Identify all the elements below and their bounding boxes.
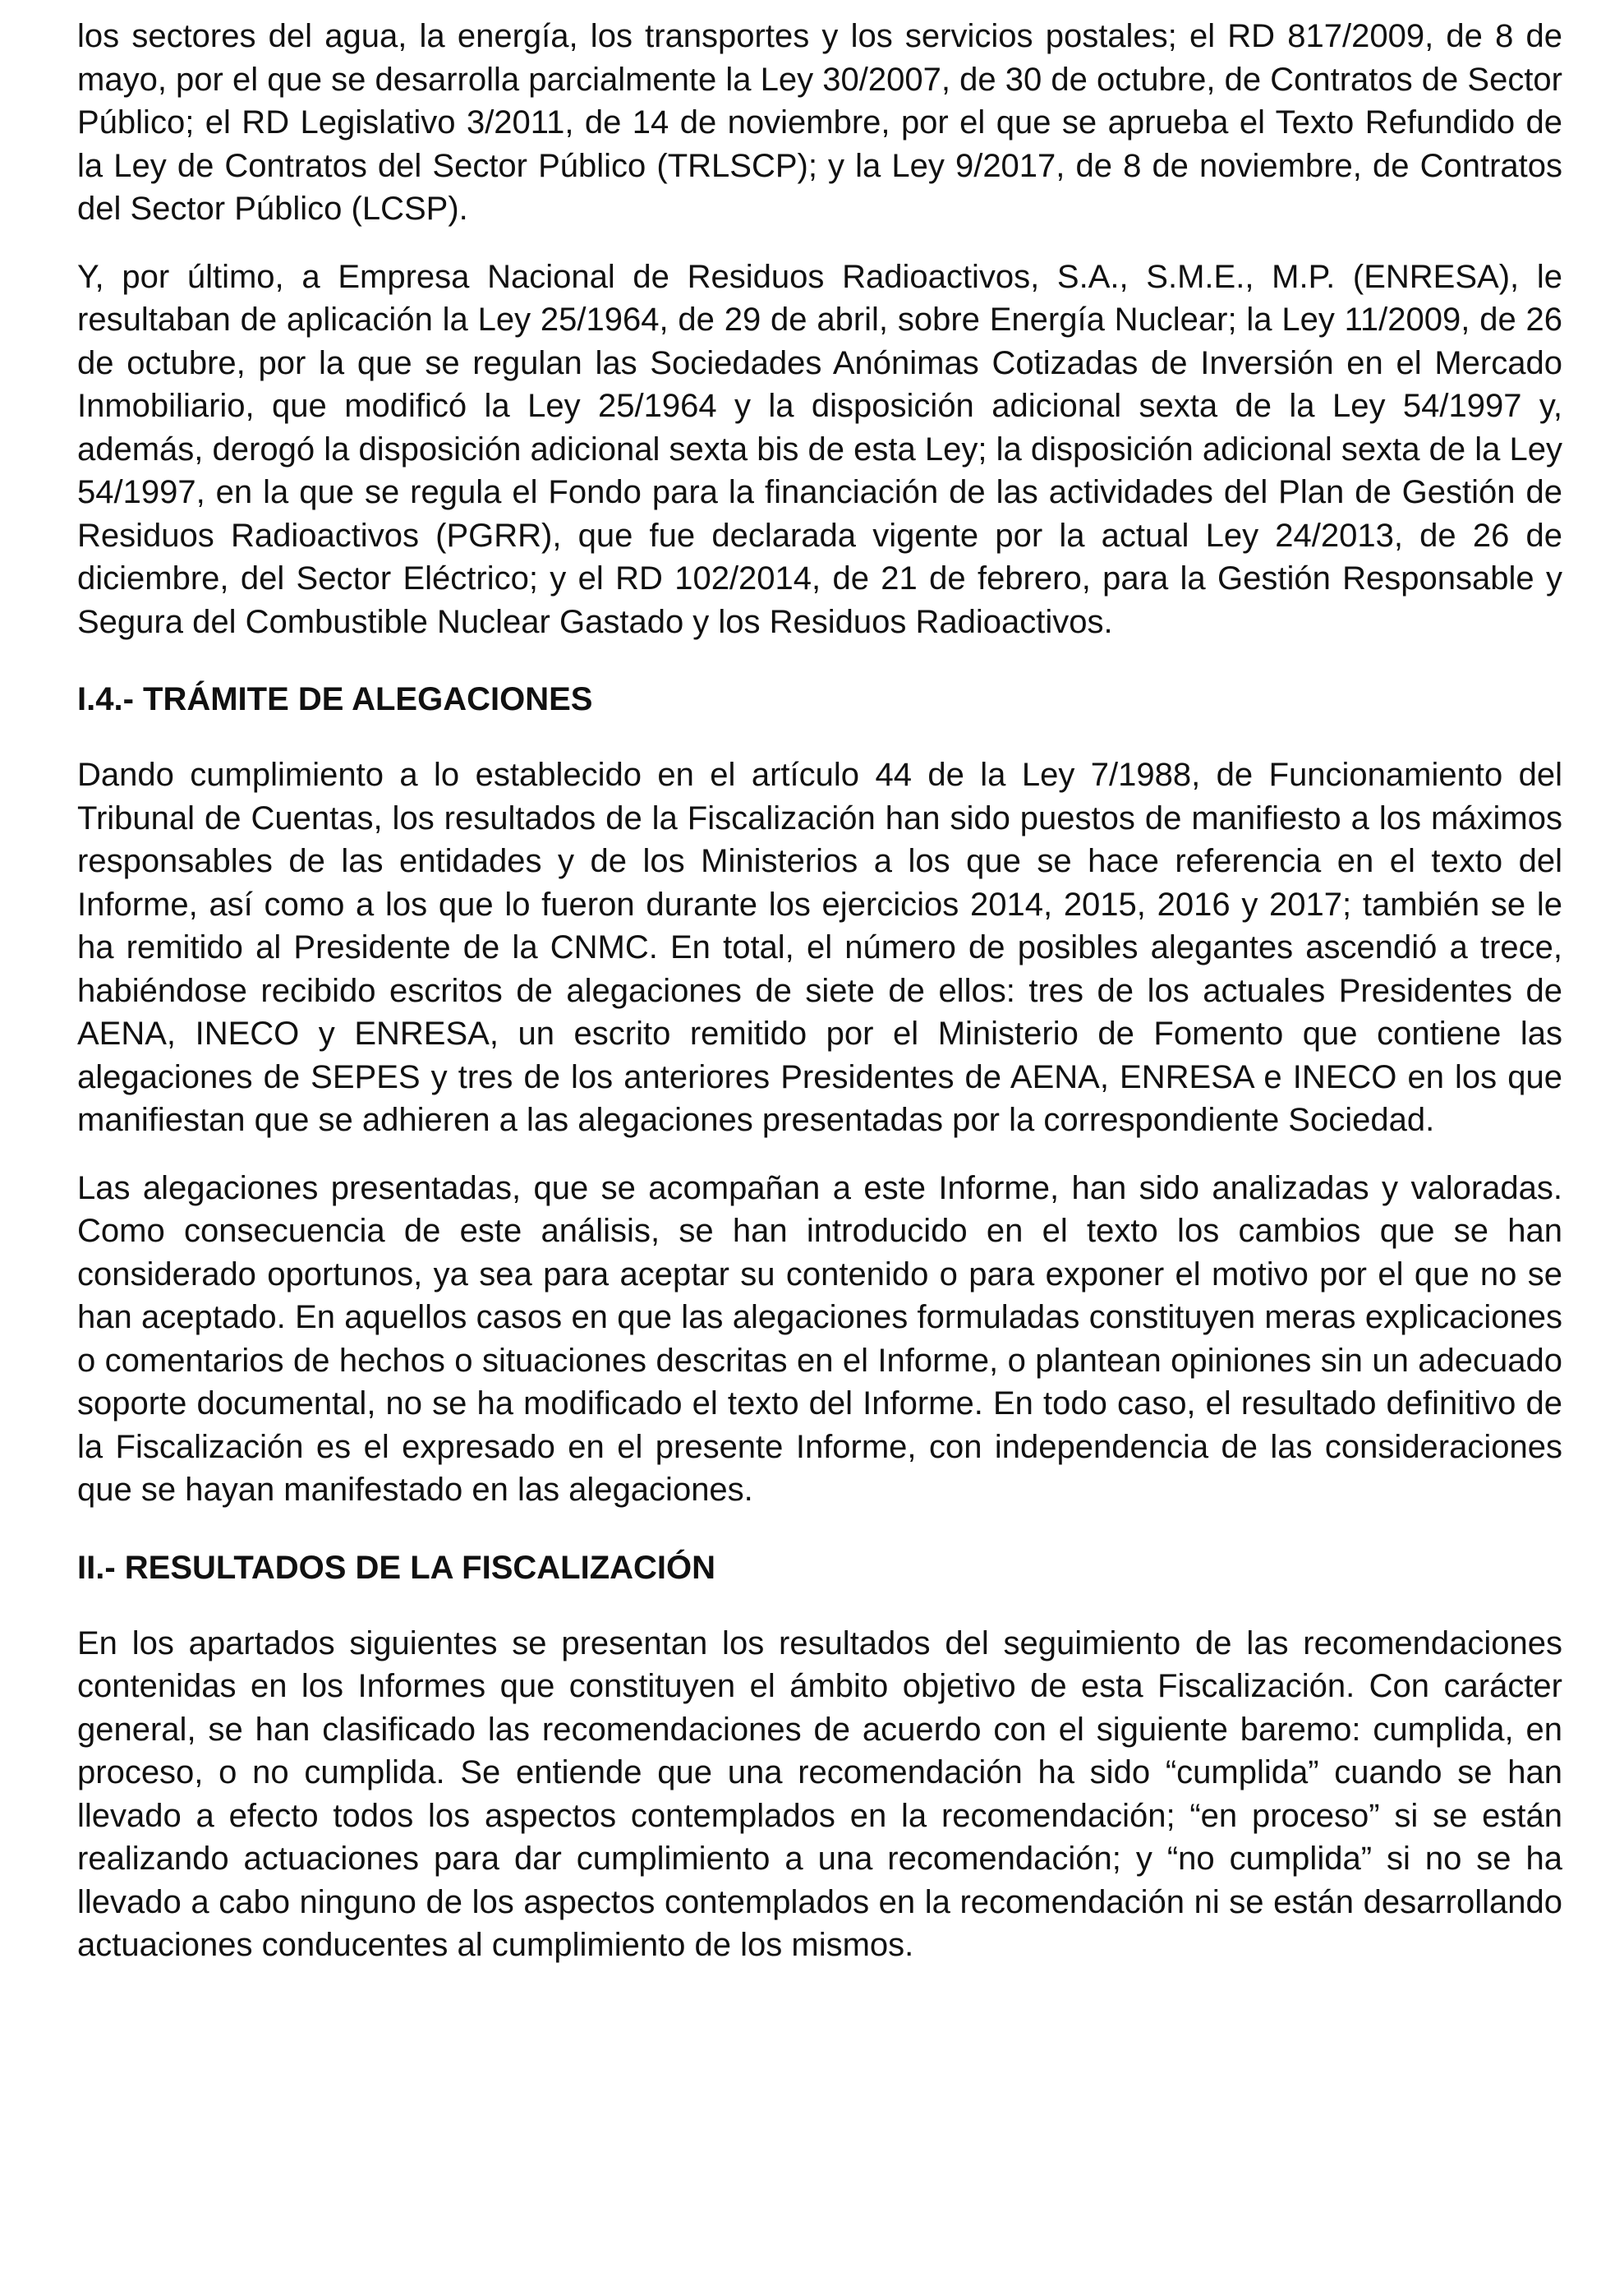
paragraph-contract-laws: los sectores del agua, la energía, los transportes y los servicios postales; el RD 817/2009, de 8 de mayo, por el que se desarrolla parcialmente la Ley 30/2007, de 30 de octubre, de Contratos de Sector Público; el RD Legislativo 3/2011, de 14 de noviembre, por el que se aprueba el Texto Refundido de la Ley de Contratos del Sector Público (TRLSCP); y la Ley 9/2017, de 8 de noviembre, de Contratos del Sector Público (LCSP). [77,18,1562,227]
paragraph-resultados-intro: En los apartados siguientes se presentan los resultados del seguimiento de las recomendaciones contenidas en los Informes que constituyen el ámbito objetivo de esta Fiscalización. Con carácter general, se han clasificado las recomendaciones de acuerdo con el siguiente baremo: cumplida, en proceso, o no cumplida. Se entiende que una recomendación ha sido “cumplida” cuando se han llevado a efecto todos los aspectos contemplados en la recomendación; “en proceso” si se están realizando actuaciones para dar cumplimiento a una recomendación; y “no cumplida” si no se ha llevado a cabo ninguno de los aspectos contemplados en la recomendación ni se están desarrollando actuaciones conducentes al cumplimiento de los mismos. [77,1624,1562,1963]
section-heading-resultados: II.- RESULTADOS DE LA FISCALIZACIÓN [77,1549,716,1586]
paragraph-enresa-laws: Y, por último, a Empresa Nacional de Residuos Radioactivos, S.A., S.M.E., M.P. (ENRESA), le resultaban de aplicación la Ley 25/1964, de 29 de abril, sobre Energía Nuclear; la Ley 11/2009, de 26 de octubre, por la que se regulan las Sociedades Anónimas Cotizadas de Inversión en el Mercado Inmobiliario, que modificó la Ley 25/1964 y la disposición adicional sexta de la Ley 54/1997 y, además, derogó la disposición adicional sexta bis de esta Ley; la disposición adicional sexta de la Ley 54/1997, en la que se regula el Fondo para la financiación de las actividades del Plan de Gestión de Residuos Radioactivos (PGRR), que fue declarada vigente por la actual Ley 24/2013, de 26 de diciembre, del Sector Eléctrico; y el RD 102/2014, de 21 de febrero, para la Gestión Responsable y Segura del Combustible Nuclear Gastado y los Residuos Radioactivos. [77,258,1562,640]
document-page [77,15,1562,1992]
paragraph-alegaciones-analysis: Las alegaciones presentadas, que se acompañan a este Informe, han sido analizadas y valoradas. Como consecuencia de este análisis, se han introducido en el texto los cambios que se han considerado oportunos, ya sea para aceptar su contenido o para exponer el motivo por el que no se han aceptado. En aquellos casos en que las alegaciones formuladas constituyen meras explicaciones o comentarios de hechos o situaciones descritas en el Informe, o plantean opiniones sin un adecuado soporte documental, no se ha modificado el texto del Informe. En todo caso, el resultado definitivo de la Fiscalización es el expresado en el presente Informe, con independencia de las consideraciones que se hayan manifestado en las alegaciones. [77,1169,1562,1508]
section-heading-alegaciones: I.4.- TRÁMITE DE ALEGACIONES [77,681,593,717]
paragraph-alegaciones-procedure: Dando cumplimiento a lo establecido en el artículo 44 de la Ley 7/1988, de Funcionamiento del Tribunal de Cuentas, los resultados de la Fiscalización han sido puestos de manifiesto a los máximos responsables de las entidades y de los Ministerios a los que se hace referencia en el texto del Informe, así como a los que lo fueron durante los ejercicios 2014, 2015, 2016 y 2017; también se le ha remitido al Presidente de la CNMC. En total, el número de posibles alegantes ascendió a trece, habiéndose recibido escritos de alegaciones de siete de ellos: tres de los actuales Presidentes de AENA, INECO y ENRESA, un escrito remitido por el Ministerio de Fomento que contiene las alegaciones de SEPES y tres de los anteriores Presidentes de AENA, ENRESA e INECO en los que manifiestan que se adhieren a las alegaciones presentadas por la correspondiente Sociedad. [77,757,1562,1138]
